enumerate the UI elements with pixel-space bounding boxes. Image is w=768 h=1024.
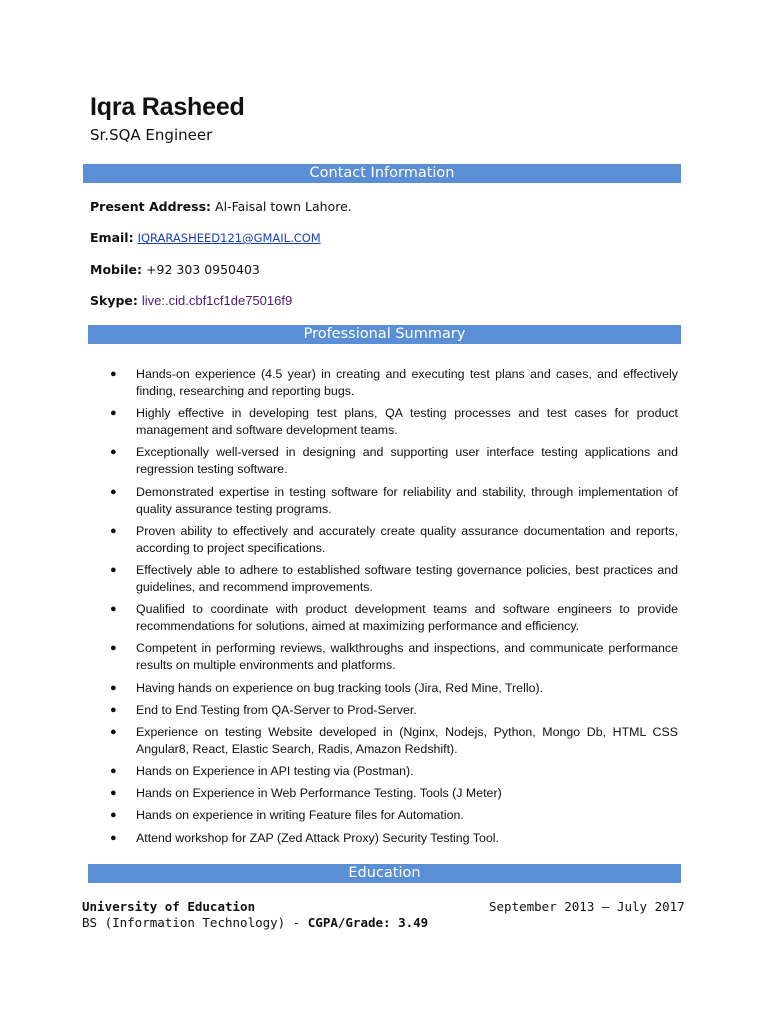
job-title: Sr.SQA Engineer [90, 126, 213, 144]
skype-value: live:.cid.cbf1cf1de75016f9 [141, 293, 293, 308]
skype-label: Skype: [90, 293, 138, 308]
list-item: ● Proven ability to effectively and accurately create quality assurance documentation and reports, according to project specifications. [110, 523, 678, 555]
bullet-icon: ● [110, 809, 117, 822]
bullet-icon: ● [110, 831, 117, 844]
institution-name: University of Education [82, 899, 256, 914]
list-item: ● Qualified to coordinate with product development teams and software engineers to provide recommendations for solutions, aimed at maximizing performance and efficiency. [110, 602, 678, 634]
bullet-icon: ● [110, 787, 117, 800]
section-contact-information: Contact Information [83, 164, 681, 183]
list-item: ● Hands-on experience (4.5 year) in creating and executing test plans and cases, and effectively finding, researching and reporting bugs. [110, 367, 678, 398]
list-item: ● Effectively able to adhere to established software testing governance policies, best practices and guidelines, and recommend improvements. [110, 562, 678, 594]
bullet-icon: ● [110, 485, 117, 498]
list-item: ● Hands on Experience in Web Performance Testing. Tools (J Meter) [110, 786, 502, 801]
address-line [90, 199, 352, 214]
degree: BS (Information Technology) - [82, 915, 301, 930]
address-value: Al-Faisal town Lahore. [215, 199, 352, 214]
grade: CGPA/Grade: 3.49 [307, 915, 429, 930]
list-item: ● Hands on experience in writing Feature files for Automation. [110, 808, 464, 823]
bullet-icon: ● [110, 681, 117, 694]
education-entry [82, 899, 428, 931]
candidate-name: Iqra Rasheed [90, 93, 245, 121]
email-link[interactable]: IQRARASHEED121@GMAIL.COM [137, 231, 321, 245]
bullet-icon: ● [110, 407, 117, 420]
list-item: ● Demonstrated expertise in testing software for reliability and stability, through implementation of quality assurance testing programs. [110, 484, 678, 516]
education-dates: September 2013 – July 2017 [489, 899, 685, 914]
bullet-icon: ● [110, 563, 117, 576]
list-item: ● Highly effective in developing test plans, QA testing processes and test cases for product management and software development teams. [110, 406, 678, 438]
list-item: ● Exceptionally well-versed in designing and supporting user interface testing applications and regression testing software. [110, 445, 678, 477]
list-item: ● Experience on testing Website developed in (Nginx, Nodejs, Python, Mongo Db, HTML CSS Angular8, React, Elastic Search, Radis, Amazon Redshift). [110, 724, 678, 756]
mobile-label: Mobile: [90, 262, 143, 277]
list-item: ● Hands on Experience in API testing via (Postman). [110, 764, 414, 779]
bullet-icon: ● [110, 642, 117, 655]
skype-line [90, 293, 292, 308]
section-professional-summary: Professional Summary [88, 325, 681, 344]
bullet-icon: ● [110, 446, 117, 459]
bullet-icon: ● [110, 765, 117, 778]
mobile-value: +92 303 0950403 [146, 262, 260, 277]
email-label: Email: [90, 230, 134, 245]
email-line [90, 230, 321, 245]
bullet-icon: ● [110, 524, 117, 537]
list-item: ● Attend workshop for ZAP (Zed Attack Proxy) Security Testing Tool. [110, 830, 499, 845]
summary-list [110, 366, 678, 852]
address-label: Present Address: [90, 199, 212, 214]
list-item: ● End to End Testing from QA-Server to Prod-Server. [110, 702, 417, 717]
list-item: ● Having hands on experience on bug tracking tools (Jira, Red Mine, Trello). [110, 680, 544, 695]
bullet-icon: ● [110, 725, 117, 738]
mobile-line [90, 262, 260, 277]
section-education: Education [88, 864, 681, 883]
bullet-icon: ● [110, 703, 117, 716]
bullet-icon: ● [110, 603, 117, 616]
list-item: ● Competent in performing reviews, walkthroughs and inspections, and communicate performance results on multiple environments and platforms. [110, 641, 678, 673]
bullet-icon: ● [110, 368, 117, 380]
